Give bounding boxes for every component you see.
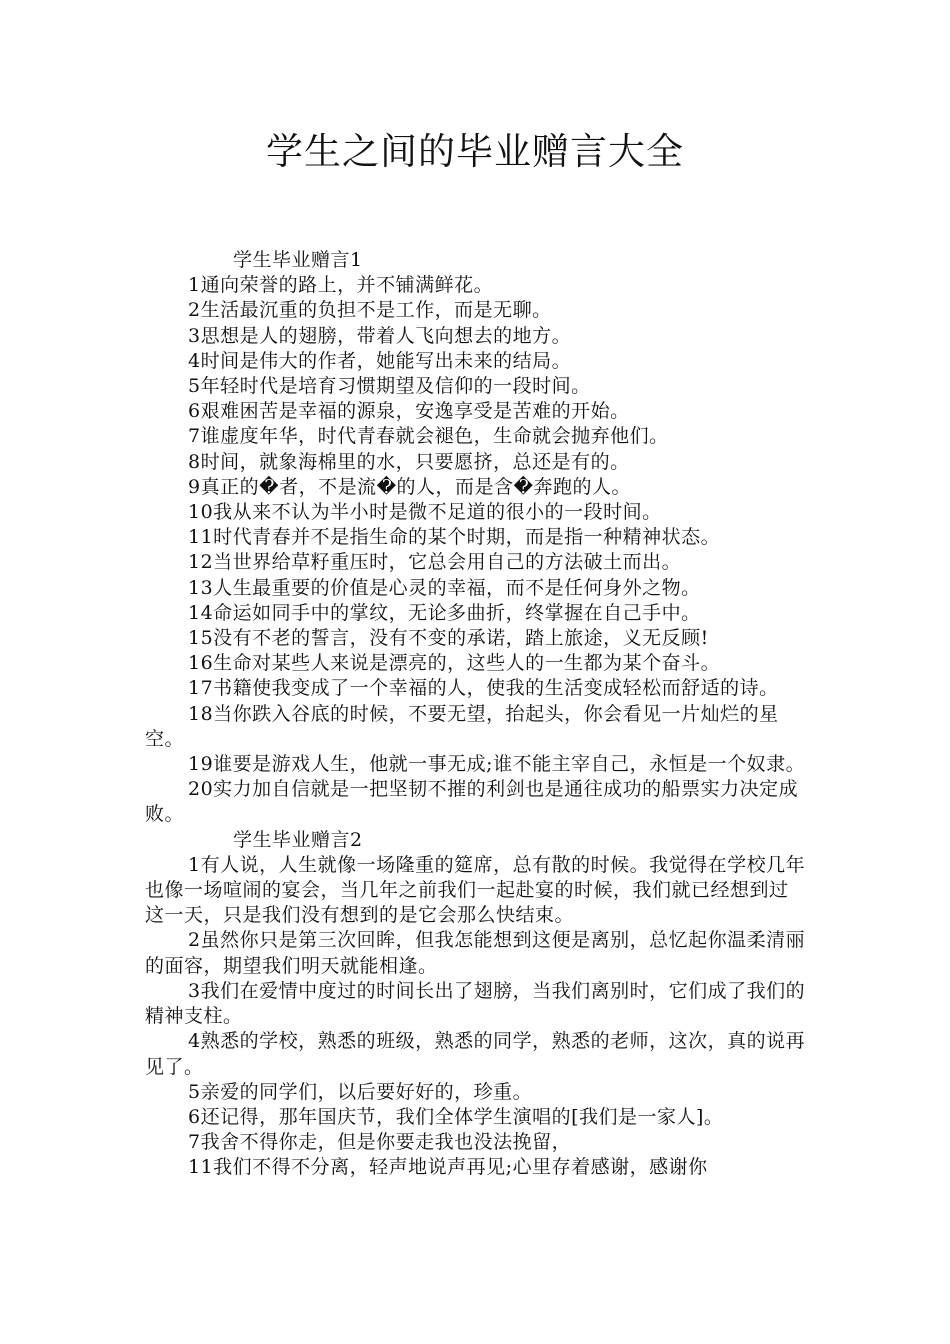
paragraph: 2虽然你只是第三次回眸，但我怎能想到这便是离别，总忆起你温柔清丽的面容，期望我们明天就能相逢。 [145, 929, 806, 977]
paragraph: 5亲爱的同学们，以后要好好的，珍重。 [188, 1080, 533, 1103]
paragraph: 1有人说，人生就像一场隆重的筵席，总有散的时候。我觉得在学校几年也像一场喧闹的宴会，当几年之前我们一起赴宴的时候，我们就已经想到过这一天，只是我们没有想到的是它会那么快结束。 [145, 853, 806, 927]
paragraph: 14命运如同手中的掌纹，无论多曲折，终掌握在自己手中。 [188, 601, 701, 624]
paragraph: 18当你跌入谷底的时候，不要无望，抬起头，你会看见一片灿烂的星空。 [145, 702, 779, 750]
section-heading: 学生毕业赠言1 [233, 249, 363, 271]
paragraph: 10我从来不认为半小时是微不足道的很小的一段时间。 [188, 501, 662, 524]
paragraph: 19谁要是游戏人生，他就一事无成;谁不能主宰自己，永恒是一个奴隶。 [188, 753, 806, 776]
paragraph: 11我们不得不分离，轻声地说声再见;心里存着感谢，感谢你 [188, 1156, 708, 1179]
paragraph: 15没有不老的誓言，没有不变的承诺，踏上旅途，义无反顾! [188, 627, 709, 650]
paragraph: 16生命对某些人来说是漂亮的，这些人的一生都为某个奋斗。 [188, 652, 721, 675]
paragraph: 7谁虚度年华，时代青春就会褪色，生命就会抛弃他们。 [188, 425, 669, 448]
paragraph: 4时间是伟大的作者，她能写出未来的结局。 [188, 349, 572, 372]
paragraph: 12当世界给草籽重压时，它总会用自己的方法破土而出。 [188, 551, 682, 574]
paragraph: 8时间，就象海棉里的水，只要愿挤，总还是有的。 [188, 450, 630, 473]
paragraph: 11时代青春并不是指生命的某个时期，而是指一种精神状态。 [188, 526, 721, 549]
paragraph: 9真正的�者，不是流�的人，而是含�奔跑的人。 [188, 475, 632, 498]
paragraph: 6艰难困苦是幸福的源泉，安逸享受是苦难的开始。 [188, 400, 630, 423]
paragraph: 4熟悉的学校，熟悉的班级，熟悉的同学，熟悉的老师，这次，真的说再见了。 [145, 1030, 806, 1078]
paragraph: 2生活最沉重的负担不是工作，而是无聊。 [188, 299, 552, 322]
paragraph: 1通向荣誉的路上，并不铺满鲜花。 [188, 274, 494, 297]
paragraph: 20实力加自信就是一把坚韧不摧的利剑也是通往成功的船票实力决定成败。 [145, 778, 799, 826]
section-heading: 学生毕业赠言2 [233, 828, 363, 851]
document-title: 学生之间的毕业赠言大全 [266, 130, 684, 173]
paragraph: 6还记得，那年国庆节，我们全体学生演唱的[我们是一家人]。 [188, 1105, 724, 1128]
paragraph: 5年轻时代是培育习惯期望及信仰的一段时间。 [188, 375, 591, 398]
paragraph: 7我舍不得你走，但是你要走我也没法挽留， [188, 1131, 572, 1154]
document-body [145, 248, 807, 1181]
paragraph: 3我们在爱情中度过的时间长出了翅膀，当我们离别时，它们成了我们的精神支柱。 [145, 979, 806, 1028]
paragraph: 13人生最重要的价值是心灵的幸福，而不是任何身外之物。 [188, 576, 701, 599]
paragraph: 17书籍使我变成了一个幸福的人，使我的生活变成轻松而舒适的诗。 [188, 677, 779, 700]
paragraph: 3思想是人的翅膀，带着人飞向想去的地方。 [188, 324, 572, 347]
